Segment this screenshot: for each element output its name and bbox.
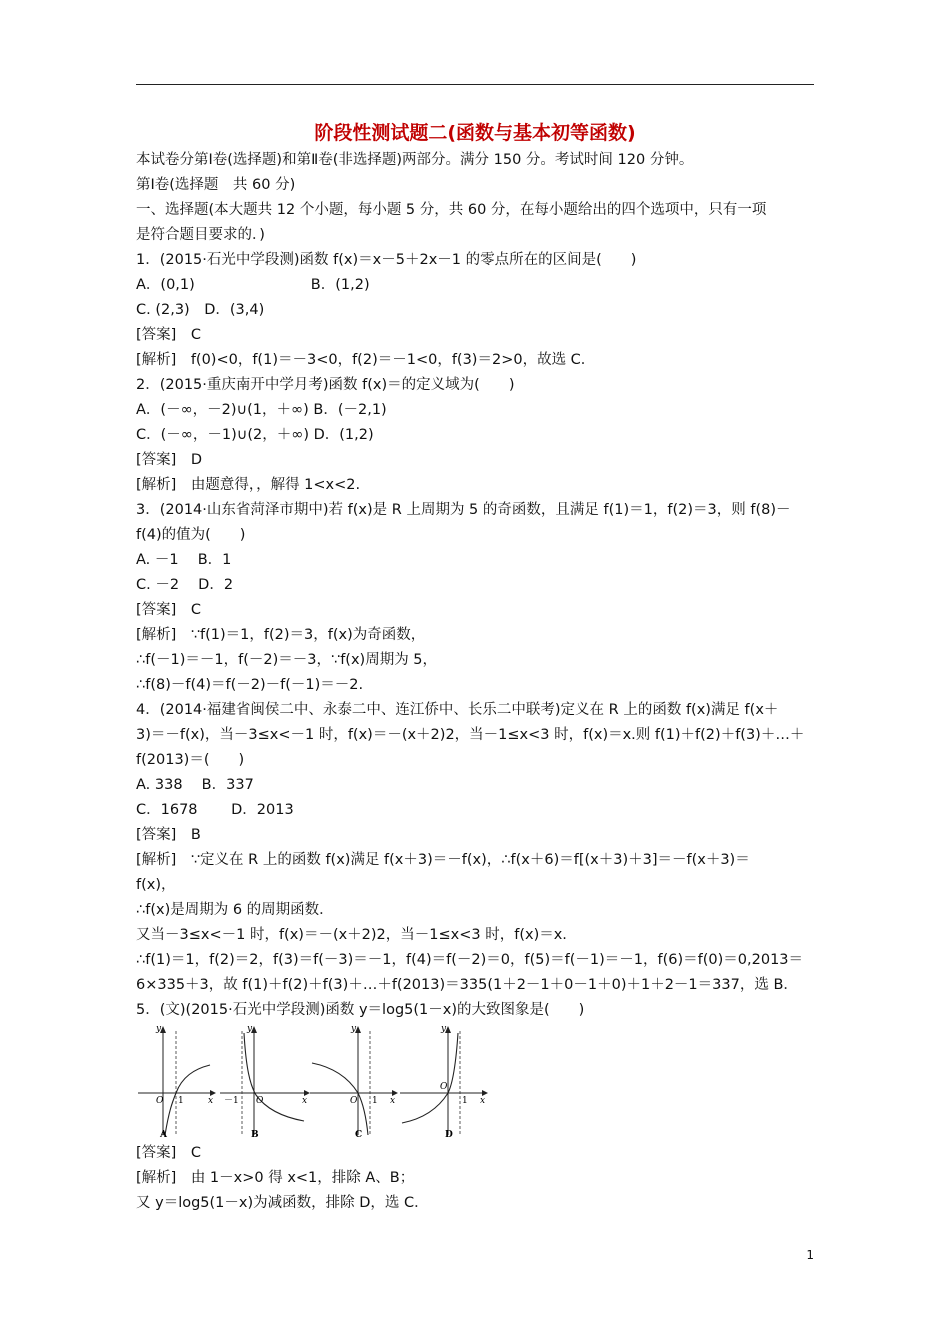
text-line: 一、选择题(本大题共 12 个小题，每小题 5 分，共 60 分，在每小题给出的四个选项中，只有一项 <box>136 202 767 218</box>
x-axis-label: x <box>480 1096 486 1106</box>
text-line: [答案] D <box>136 452 202 468</box>
text-line: [解析] 由 1－x>0 得 x<1，排除 A、B； <box>136 1170 415 1186</box>
text-line: [解析] f(0)<0，f(1)＝－3<0，f(2)＝－1<0，f(3)＝2>0，故选 C． <box>136 352 596 368</box>
text-line: 6×335＋3，故 f(1)＋f(2)＋f(3)＋…＋f(2013)＝335(1＋2－1＋0－1＋0)＋1＋2－1＝337，选 B． <box>136 977 798 993</box>
origin-label: O <box>256 1096 264 1106</box>
text-line: C. (2,3) D．(3,4) <box>136 302 265 318</box>
text-line: f(2013)＝( ) <box>136 752 245 768</box>
origin-label: O <box>350 1096 358 1106</box>
y-axis-label: y <box>156 1024 162 1034</box>
x-axis-label: x <box>302 1096 308 1106</box>
tick-label-neg-1: －1 <box>224 1096 239 1106</box>
tick-label-1: 1 <box>372 1096 378 1106</box>
text-line: 又当－3≤x<－1 时，f(x)＝－(x＋2)2，当－1≤x<3 时，f(x)＝x. <box>136 927 567 943</box>
option-label-d: D <box>445 1130 453 1140</box>
text-line: A. 338 B．337 <box>136 777 254 793</box>
text-line: 2．(2015·重庆南开中学月考)函数 f(x)＝的定义域为( ) <box>136 377 515 393</box>
text-line: A. －1 B．1 <box>136 552 232 568</box>
tick-label-1: 1 <box>462 1096 468 1106</box>
text-block-after-figure <box>136 1141 816 1216</box>
text-line: [答案] C <box>136 1145 201 1161</box>
text-line: 3)＝－f(x)，当－3≤x<－1 时，f(x)＝－(x＋2)2，当－1≤x<3 时，f(x)＝x.则 f(1)＋f(2)＋f(3)＋…＋ <box>136 727 805 743</box>
text-line: ∴f(－1)＝－1，f(－2)＝－3，∵f(x)周期为 5， <box>136 652 438 668</box>
origin-label: O <box>440 1082 448 1092</box>
text-line: [答案] B <box>136 827 201 843</box>
text-line: 第Ⅰ卷(选择题 共 60 分) <box>136 177 296 193</box>
option-label-b: B <box>251 1130 259 1140</box>
text-line: ∴f(8)－f(4)＝f(－2)－f(－1)＝－2. <box>136 677 364 693</box>
text-line: 1．(2015·石光中学段测)函数 f(x)＝x－5＋2x－1 的零点所在的区间是( ) <box>136 252 637 268</box>
text-line: 4．(2014·福建省闽侯二中、永泰二中、连江侨中、长乐二中联考)定义在 R 上的函数 f(x)满足 f(x＋ <box>136 702 779 718</box>
text-line: [解析] ∵定义在 R 上的函数 f(x)满足 f(x＋3)＝－f(x)，∴f(x＋6)＝f[(x＋3)＋3]＝－f(x＋3)＝ <box>136 852 750 868</box>
text-line: 是符合题目要求的．) <box>136 227 265 243</box>
graph-option-a <box>136 1023 216 1141</box>
text-line: A．(0,1) B．(1,2) <box>136 277 370 293</box>
text-line: f(4)的值为( ) <box>136 527 246 543</box>
graph-options-figure <box>136 1023 816 1141</box>
graph-option-d <box>398 1023 490 1141</box>
y-axis-label: y <box>351 1024 357 1034</box>
text-line: C．(－∞，－1)∪(2，＋∞) D．(1,2) <box>136 427 374 443</box>
text-line: 5．(文)(2015·石光中学段测)函数 y＝log5(1－x)的大致图象是( ) <box>136 1002 585 1018</box>
text-line: 本试卷分第Ⅰ卷(选择题)和第Ⅱ卷(非选择题)两部分。满分 150 分。考试时间 120 分钟。 <box>136 152 694 168</box>
page-title: 阶段性测试题二(函数与基本初等函数) <box>314 122 636 144</box>
option-label-c: C <box>355 1130 363 1140</box>
text-line: [解析] ∵f(1)＝1，f(2)＝3，f(x)为奇函数， <box>136 627 426 643</box>
page-number: 1 <box>806 1248 814 1262</box>
text-line: A．(－∞，－2)∪(1，＋∞) B．(－2,1) <box>136 402 387 418</box>
text-line: [答案] C <box>136 602 201 618</box>
option-label-a: A <box>160 1130 167 1140</box>
text-line: C. －2 D．2 <box>136 577 234 593</box>
text-line: 又 y＝log5(1－x)为减函数，排除 D，选 C． <box>136 1195 429 1211</box>
x-axis-label: x <box>208 1096 214 1106</box>
text-line: [解析] 由题意得，，解得 1<x<2. <box>136 477 361 493</box>
tick-label-1: 1 <box>178 1096 184 1106</box>
graph-option-b <box>216 1023 311 1141</box>
text-line: 3．(2014·山东省菏泽市期中)若 f(x)是 R 上周期为 5 的奇函数，且满足 f(1)＝1，f(2)＝3，则 f(8)－ <box>136 502 791 518</box>
text-line: f(x)， <box>136 877 176 893</box>
text-line: C．1678 D．2013 <box>136 802 294 818</box>
origin-label: O <box>156 1096 164 1106</box>
text-line: ∴f(1)＝1，f(2)＝2，f(3)＝f(－3)＝－1，f(4)＝f(－2)＝0，f(5)＝f(－1)＝－1，f(6)＝f(0)＝0,2013＝ <box>136 952 804 968</box>
x-axis-label: x <box>390 1096 396 1106</box>
text-block-before-figure <box>136 148 816 1023</box>
header-rule <box>136 84 814 85</box>
text-line: ∴f(x)是周期为 6 的周期函数． <box>136 902 334 918</box>
y-axis-label: y <box>247 1024 253 1034</box>
document-body <box>136 148 816 1216</box>
graph-option-c <box>308 1023 398 1141</box>
y-axis-label: y <box>441 1024 447 1034</box>
text-line: [答案] C <box>136 327 201 343</box>
